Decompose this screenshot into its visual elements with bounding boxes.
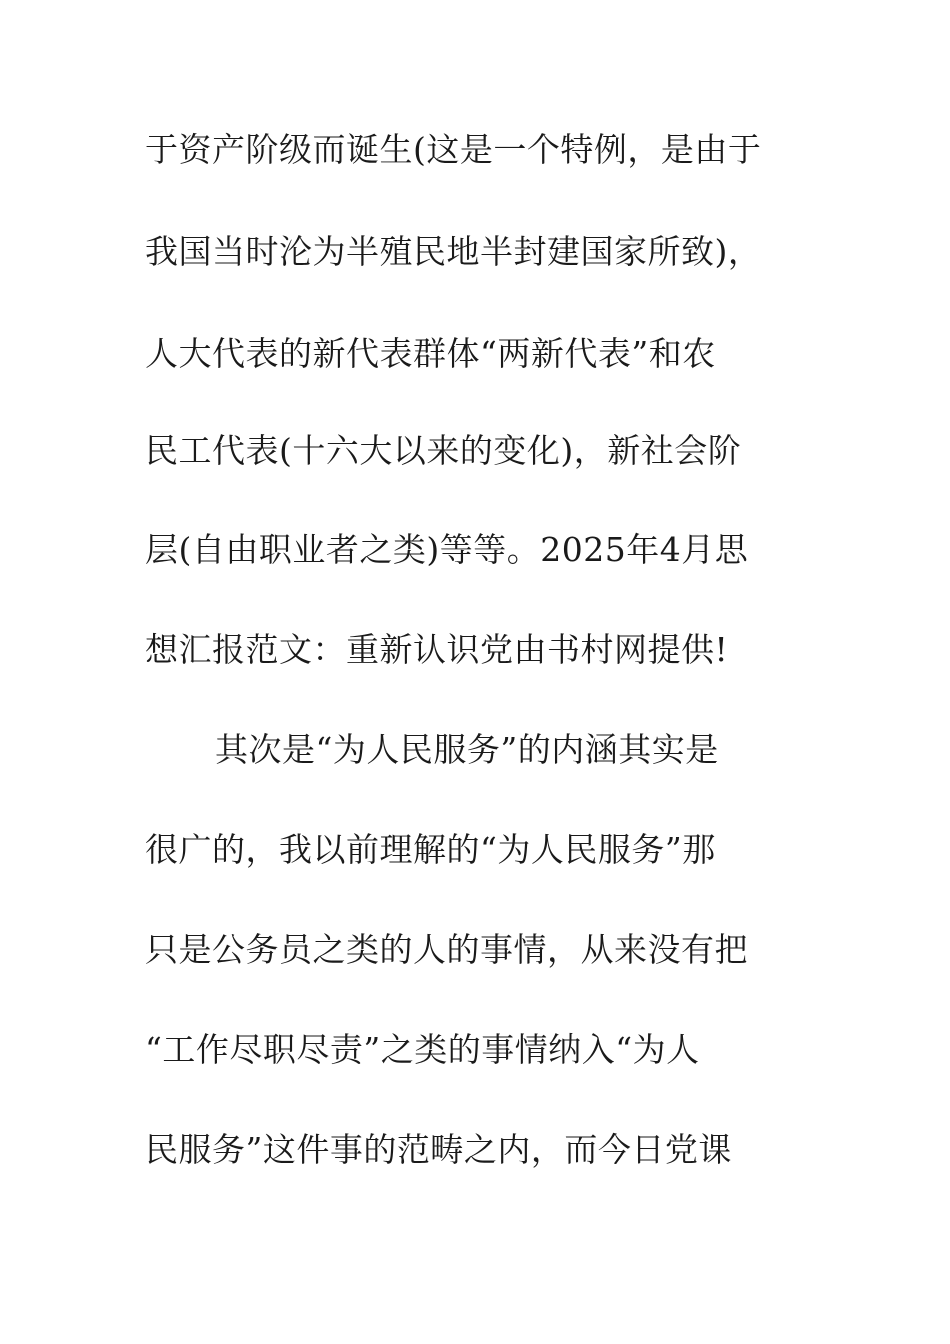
text-line: 很广的，我以前理解的“为人民服务”那 <box>145 830 716 869</box>
text-line: 于资产阶级而诞生(这是一个特例，是由于 <box>145 130 762 169</box>
text-line: 层(自由职业者之类)等等。2025年4月思 <box>145 530 749 569</box>
text-line: 只是公务员之类的人的事情，从来没有把 <box>145 930 748 969</box>
text-line: “工作尽职尽责”之类的事情纳入“为人 <box>145 1030 700 1069</box>
text-line: 人大代表的新代表群体“两新代表”和农 <box>145 334 716 373</box>
paragraph-start-line: 其次是“为人民服务”的内涵其实是 <box>215 730 719 769</box>
text-line: 想汇报范文：重新认识党由书村网提供! <box>145 630 729 669</box>
text-line: 我国当时沦为半殖民地半封建国家所致)， <box>145 232 762 271</box>
text-line: 民工代表(十六大以来的变化)，新社会阶 <box>145 431 742 470</box>
text-line: 民服务”这件事的范畴之内，而今日党课 <box>145 1130 732 1169</box>
